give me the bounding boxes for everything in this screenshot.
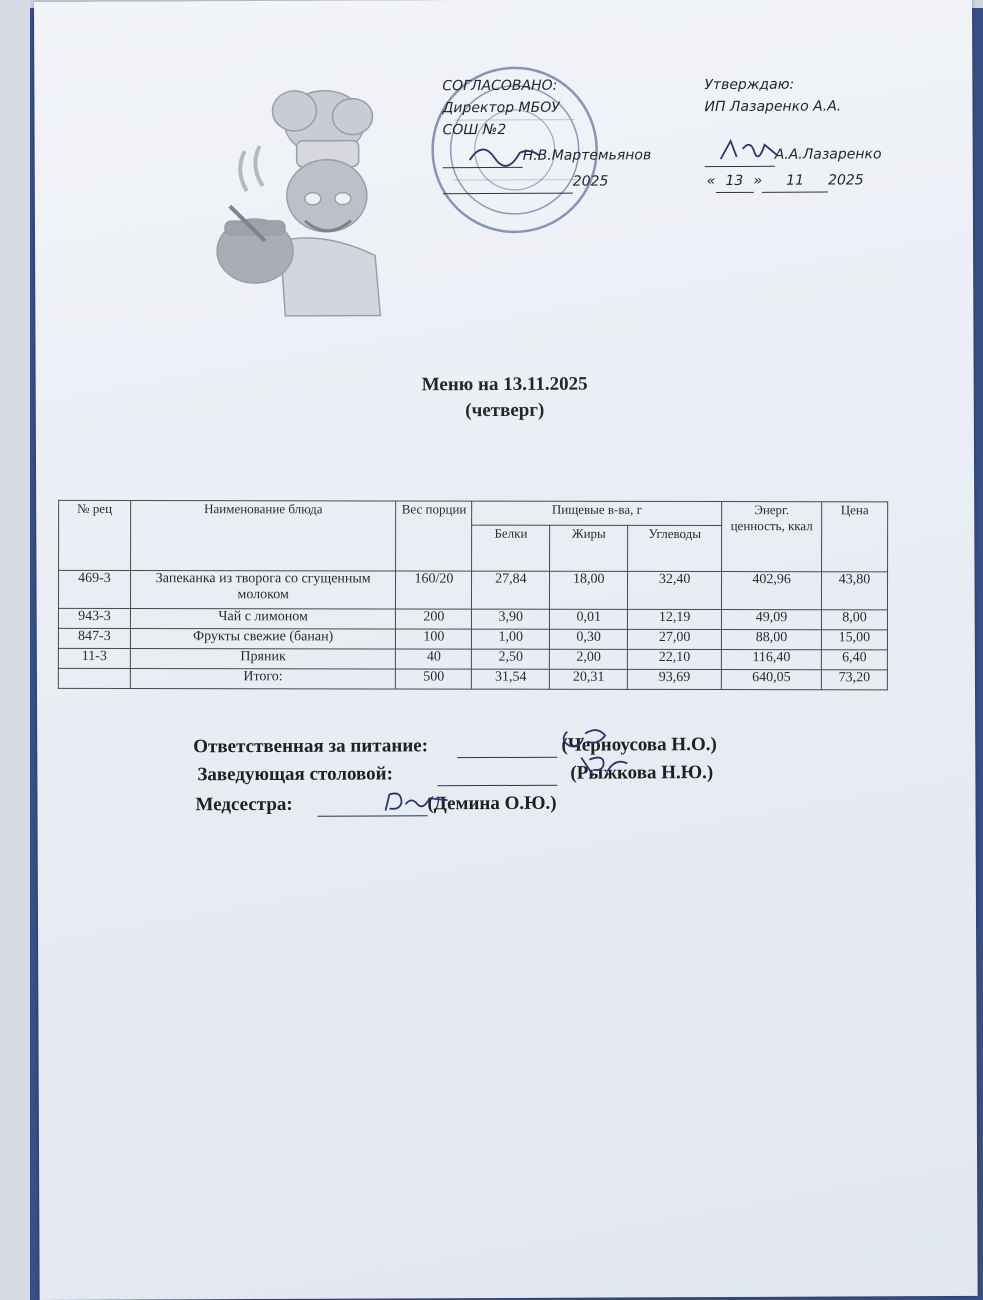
background-edge-left: [0, 0, 30, 1300]
col-header-price: Цена: [822, 502, 888, 572]
col-header-carbs: Углеводы: [628, 525, 722, 571]
table-row: [58, 570, 887, 609]
total-label: Итого:: [130, 669, 396, 689]
table-row: [58, 628, 887, 649]
cell-weight: 160/20: [396, 571, 472, 609]
cell-weight: 200: [396, 609, 472, 629]
approval-right-day: 13: [715, 171, 753, 193]
col-header-protein: Белки: [472, 525, 550, 571]
cell-price: 6,40: [821, 650, 887, 670]
cell-name: Пряник: [130, 649, 396, 669]
cell-name: Чай с лимоном: [130, 609, 396, 629]
col-header-fat: Жиры: [550, 525, 628, 571]
cell-num: 847-3: [58, 628, 130, 648]
col-header-nutrients: Пищевые в-ва, г: [472, 501, 722, 525]
cell-protein: 2,50: [472, 649, 550, 669]
cell-fat: 18,00: [550, 571, 628, 609]
total-carbs: 93,69: [628, 669, 722, 689]
approval-left-title: СОГЛАСОВАНО:: [442, 77, 558, 95]
approval-right-date: « 13 » 11 2025: [707, 170, 864, 193]
cell-name: Запеканка из творога со сгущенным молоком: [130, 571, 396, 609]
table-row: [58, 608, 887, 629]
cell-carbs: 32,40: [628, 571, 722, 609]
menu-day: (четверг): [465, 399, 545, 422]
menu-title: Меню на 13.11.2025: [421, 373, 588, 396]
cell-price: 43,80: [821, 572, 887, 610]
canteen-head-row: [197, 762, 713, 787]
cell-weight: 40: [396, 649, 472, 669]
canteen-head-name: (Рыжкова Н.Ю.): [570, 762, 714, 784]
approval-left-year: 2025: [572, 173, 609, 190]
approval-left-position: Директор МБОУ: [442, 99, 560, 117]
cell-protein: 3,90: [472, 609, 550, 629]
cell-carbs: 22,10: [628, 649, 722, 669]
cell-carbs: 12,19: [628, 609, 722, 629]
total-row: [58, 668, 887, 689]
approver-signature: [715, 135, 785, 165]
cell-energy: 88,00: [722, 630, 822, 650]
col-header-energy: Энерг. ценность, ккал: [722, 502, 822, 572]
col-header-num: № рец: [59, 500, 131, 570]
menu-table: [58, 500, 888, 690]
cell-fat: 0,30: [550, 629, 628, 649]
cell-protein: 27,84: [472, 571, 550, 609]
total-protein: 31,54: [472, 669, 550, 689]
approval-right-org: ИП Лазаренко А.А.: [704, 98, 842, 116]
cell-name: Фрукты свежие (банан): [130, 629, 396, 649]
nurse-row: [195, 793, 556, 818]
approval-right-name: А.А.Лазаренко: [774, 146, 882, 163]
col-header-weight: Вес порции: [396, 501, 472, 571]
nutrition-responsible-label: Ответственная за питание:: [193, 735, 429, 758]
nurse-signature: [377, 786, 457, 816]
menu-sheet: [34, 0, 978, 1300]
canteen-signature: [575, 751, 635, 781]
director-signature: [465, 138, 545, 168]
cell-price: 8,00: [821, 610, 887, 630]
approval-right-year: 2025: [828, 172, 864, 189]
nurse-name: (Демина О.Ю.): [427, 792, 557, 815]
approval-left-date: [443, 171, 609, 194]
total-energy: 640,05: [721, 670, 821, 690]
cell-fat: 0,01: [550, 609, 628, 629]
cell-energy: 402,96: [722, 572, 822, 610]
approval-left-name: Н.В.Мартемьянов: [522, 147, 652, 164]
total-price: 73,20: [821, 670, 887, 690]
cell-fat: 2,00: [550, 649, 628, 669]
cell-energy: 116,40: [721, 650, 821, 670]
cell-carbs: 27,00: [628, 629, 722, 649]
chef-illustration: [184, 80, 395, 321]
col-header-name: Наименование блюда: [130, 501, 396, 571]
cell-weight: 100: [396, 629, 472, 649]
nutrition-responsible-row: [193, 734, 717, 759]
cell-num: 943-3: [58, 608, 130, 628]
nutrition-signature: [557, 723, 617, 753]
table-row: [58, 648, 887, 669]
total-fat: 20,31: [550, 669, 628, 689]
nutrition-responsible-name: (Черноусова Н.О.): [561, 734, 717, 756]
approval-right-month: 11: [762, 171, 828, 193]
total-weight: 500: [396, 669, 472, 689]
cell-price: 15,00: [821, 630, 887, 650]
nurse-label: Медсестра:: [195, 793, 293, 816]
cell-empty: [58, 668, 130, 688]
canteen-head-label: Заведующая столовой:: [197, 763, 393, 786]
approval-right-title: Утверждаю:: [704, 76, 795, 94]
cell-num: 469-3: [58, 570, 130, 608]
cell-energy: 49,09: [722, 610, 822, 630]
cell-protein: 1,00: [472, 629, 550, 649]
approval-left-school: СОШ №2: [442, 121, 507, 139]
cell-num: 11-3: [58, 648, 130, 668]
